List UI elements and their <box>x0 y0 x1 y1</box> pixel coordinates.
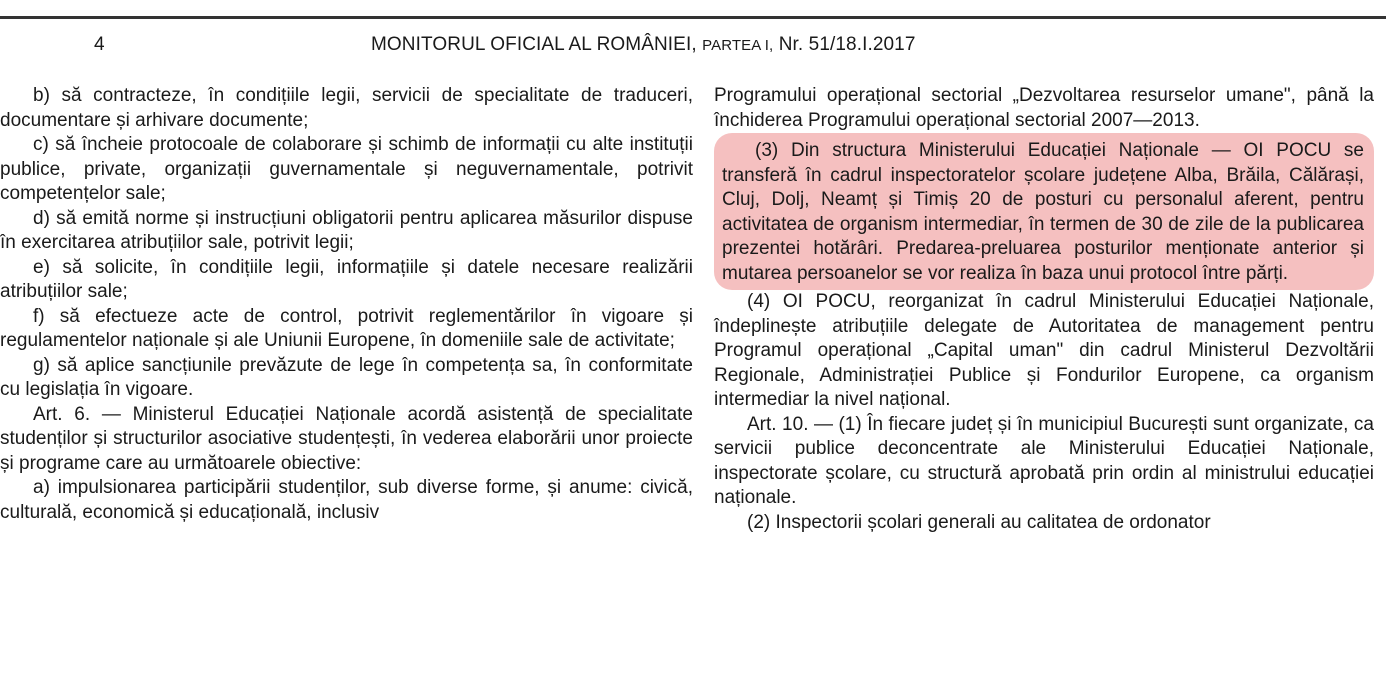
paragraph-e: e) să solicite, în condițiile legii, informațiile și datele necesare realizării atribuțiilor sale; <box>0 256 693 302</box>
gazette-part: PARTEA I, <box>702 37 774 54</box>
left-column <box>0 84 693 525</box>
highlighted-paragraph-3: (3) Din structura Ministerului Educației Naționale — OI POCU se transferă în cadrul inspectoratelor școlare județene Alba, Brăila, Călărași, Cluj, Dolj, Neamț și Timiș 20 de posturi cu personalul aferent, pentru activitatea de organism intermediar, în termen de 30 de zile de la publicarea prezentei hotărâri. Predarea-preluarea posturilor menționate anterior și mutarea persoanelor se vor realiza în baza unui protocol între părți. <box>714 133 1374 290</box>
right-column <box>714 84 1374 535</box>
paragraph-4: (4) OI POCU, reorganizat în cadrul Ministerului Educației Naționale, îndeplinește atribuțiile delegate de Autoritatea de management pentru Programul operațional „Capital uman" din cadrul Ministerul Dezvoltării Regionale, Administrației Publice și Fondurilor Europene, ca organism intermediar la nivel național. <box>714 291 1374 410</box>
paragraph-2: (2) Inspectorii școlari generali au calitatea de ordonator <box>747 511 1211 533</box>
page-number: 4 <box>94 34 105 55</box>
paragraph-d: d) să emită norme și instrucțiuni obligatorii pentru aplicarea măsurilor dispuse în exercitarea atribuțiilor sale, potrivit legii; <box>0 207 693 253</box>
paragraph-c: c) să încheie protocoale de colaborare și schimb de informații cu alte instituții publice, private, organizații guvernamentale și neguvernamentale, potrivit competențelor sale; <box>0 134 693 204</box>
article-10: Art. 10. — (1) În fiecare județ și în municipiul București sunt organizate, ca servicii publice deconcentrate ale Ministerului Educației Naționale, inspectorate școlare, cu structură aprobată prin ordin al ministrului educației naționale. <box>714 413 1374 508</box>
paragraph-f: f) să efectueze acte de control, potrivit reglementărilor în vigoare și regulamentelor naționale și ale Uniunii Europene, în domeniile sale de activitate; <box>0 305 693 351</box>
gazette-title: MONITORUL OFICIAL AL ROMÂNIEI, <box>371 34 697 55</box>
article-6: Art. 6. — Ministerul Educației Naționale acordă asistență de specialitate studenților și structurilor asociative studențești, în vederea elaborării unor proiecte și programe care au următoarele obiective: <box>0 403 693 474</box>
header-rule <box>0 16 1386 19</box>
running-header <box>371 34 916 56</box>
gazette-issue: Nr. 51/18.I.2017 <box>778 34 916 55</box>
paragraph-b: b) să contracteze, în condițiile legii, servicii de specialitate de traduceri, documentare și arhivare documente; <box>0 85 693 131</box>
paragraph-a: a) impulsionarea participării studenților, sub diverse forme, și anume: civică, culturală, economică și educațională, inclusiv <box>0 477 693 523</box>
paragraph-g: g) să aplice sancțiunile prevăzute de lege în competența sa, în conformitate cu legislația în vigoare. <box>0 354 693 400</box>
continuation-paragraph: Programului operațional sectorial „Dezvoltarea resurselor umane", până la închiderea Programului operațional sectorial 2007—2013. <box>714 85 1374 131</box>
